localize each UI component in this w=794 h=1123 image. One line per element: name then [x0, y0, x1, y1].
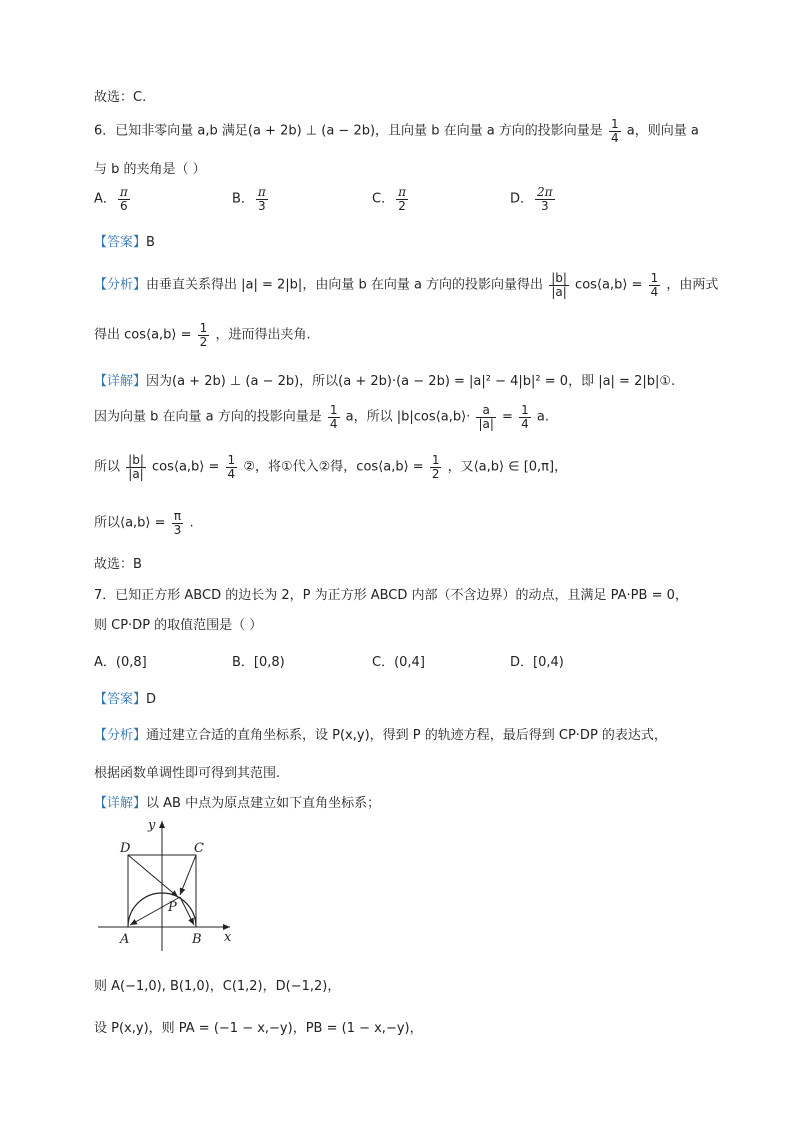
q6-detail-line4: 所以⟨a,b⟩ = $\frac{\pi}{3}$ . [94, 509, 194, 537]
label-b: B [192, 932, 202, 947]
coordinate-figure [94, 815, 244, 955]
q6-detail-line1: 【详解】因为(a + 2b) ⊥ (a − 2b)，所以(a + 2b)·(a − 2b) = |a|² − 4|b|² = 0，即 |a| = 2|b|①. [94, 374, 676, 389]
q7-vectors: 设 P(x,y)，则 PA = (−1 − x,−y)，PB = (1 − x,−y)， [94, 1021, 423, 1036]
q7-option-b: B．[0,8) [232, 655, 285, 670]
label-c: C [194, 841, 204, 856]
q7-option-d: D．[0,4) [510, 655, 564, 670]
prev-answer: 故选：C. [94, 90, 147, 105]
q7-coords: 则 A(−1,0), B(1,0)，C(1,2)，D(−1,2)， [94, 979, 341, 994]
q7-analysis-line1: 【分析】通过建立合适的直角坐标系，设 P(x,y)，得到 P 的轨迹方程，最后得到 CP·DP 的表达式， [94, 728, 667, 743]
q7-detail-line1: 【详解】以 AB 中点为原点建立如下直角坐标系； [94, 796, 381, 811]
q6-stem-line1: 6．已知非零向量 a,b 满足(a + 2b) ⊥ (a − 2b)，且向量 b 在向量 a 方向的投影向量是 $\frac{1}{4}$ a，则向量 a [94, 117, 699, 145]
q7-option-a: A．(0,8] [94, 655, 147, 670]
label-p: P [168, 900, 177, 915]
q7-option-c: C．(0,4] [372, 655, 425, 670]
fraction: $\frac{1}{4}$ [610, 117, 619, 145]
q6-analysis-line2: 得出 cos⟨a,b⟩ = $\frac{1}{2}$ ，进而得出夹角. [94, 321, 311, 349]
q6-answer: 【答案】B [94, 235, 155, 250]
q6-option-c: C． $\frac{\pi}{2}$ [372, 185, 406, 213]
label-d: D [120, 841, 131, 856]
q7-answer: 【答案】D [94, 692, 157, 707]
q7-analysis-line2: 根据函数单调性即可得到其范围. [94, 766, 281, 781]
q6-final: 故选：B [94, 557, 142, 572]
label-x: x [224, 930, 232, 945]
label-y: y [148, 818, 156, 833]
segment-cp [180, 855, 196, 895]
q6-option-a: A． $\frac{\pi}{6}$ [94, 185, 128, 213]
q6-option-b: B． $\frac{\pi}{3}$ [232, 185, 266, 213]
q6-option-d: D． $\frac{2\pi}{3}$ [510, 185, 553, 213]
segment-dp [128, 855, 178, 897]
q6-stem-line2: 与 b 的夹角是（ ） [94, 162, 206, 177]
q7-stem-line1: 7．已知正方形 ABCD 的边长为 2，P 为正方形 ABCD 内部（不含边界）的动点，且满足 PA·PB = 0， [94, 588, 688, 603]
q7-stem-line2: 则 CP·DP 的取值范围是（ ） [94, 618, 263, 633]
label-a: A [120, 932, 130, 947]
q6-analysis-line1: 【分析】由垂直关系得出 |a| = 2|b|，由向量 b 在向量 a 方向的投影向量得出 $\frac{|b|}{|a|}$ cos⟨a,b⟩ = $\frac{1}{4}$ ，由两式 [94, 271, 719, 299]
q6-detail-line3: 所以 $\frac{|b|}{|a|}$ cos⟨a,b⟩ = $\frac{1}{4}$ ②，将①代入②得，cos⟨a,b⟩ = $\frac{1}{2}$ ，又⟨a,b⟩ ∈ [0,π]， [94, 453, 568, 481]
q6-detail-line2: 因为向量 b 在向量 a 方向的投影向量是 $\frac{1}{4}$ a，所以 |b|cos⟨a,b⟩· $\frac{a}{|a|}$ = $\frac{1}{4}$ a. [94, 403, 549, 431]
